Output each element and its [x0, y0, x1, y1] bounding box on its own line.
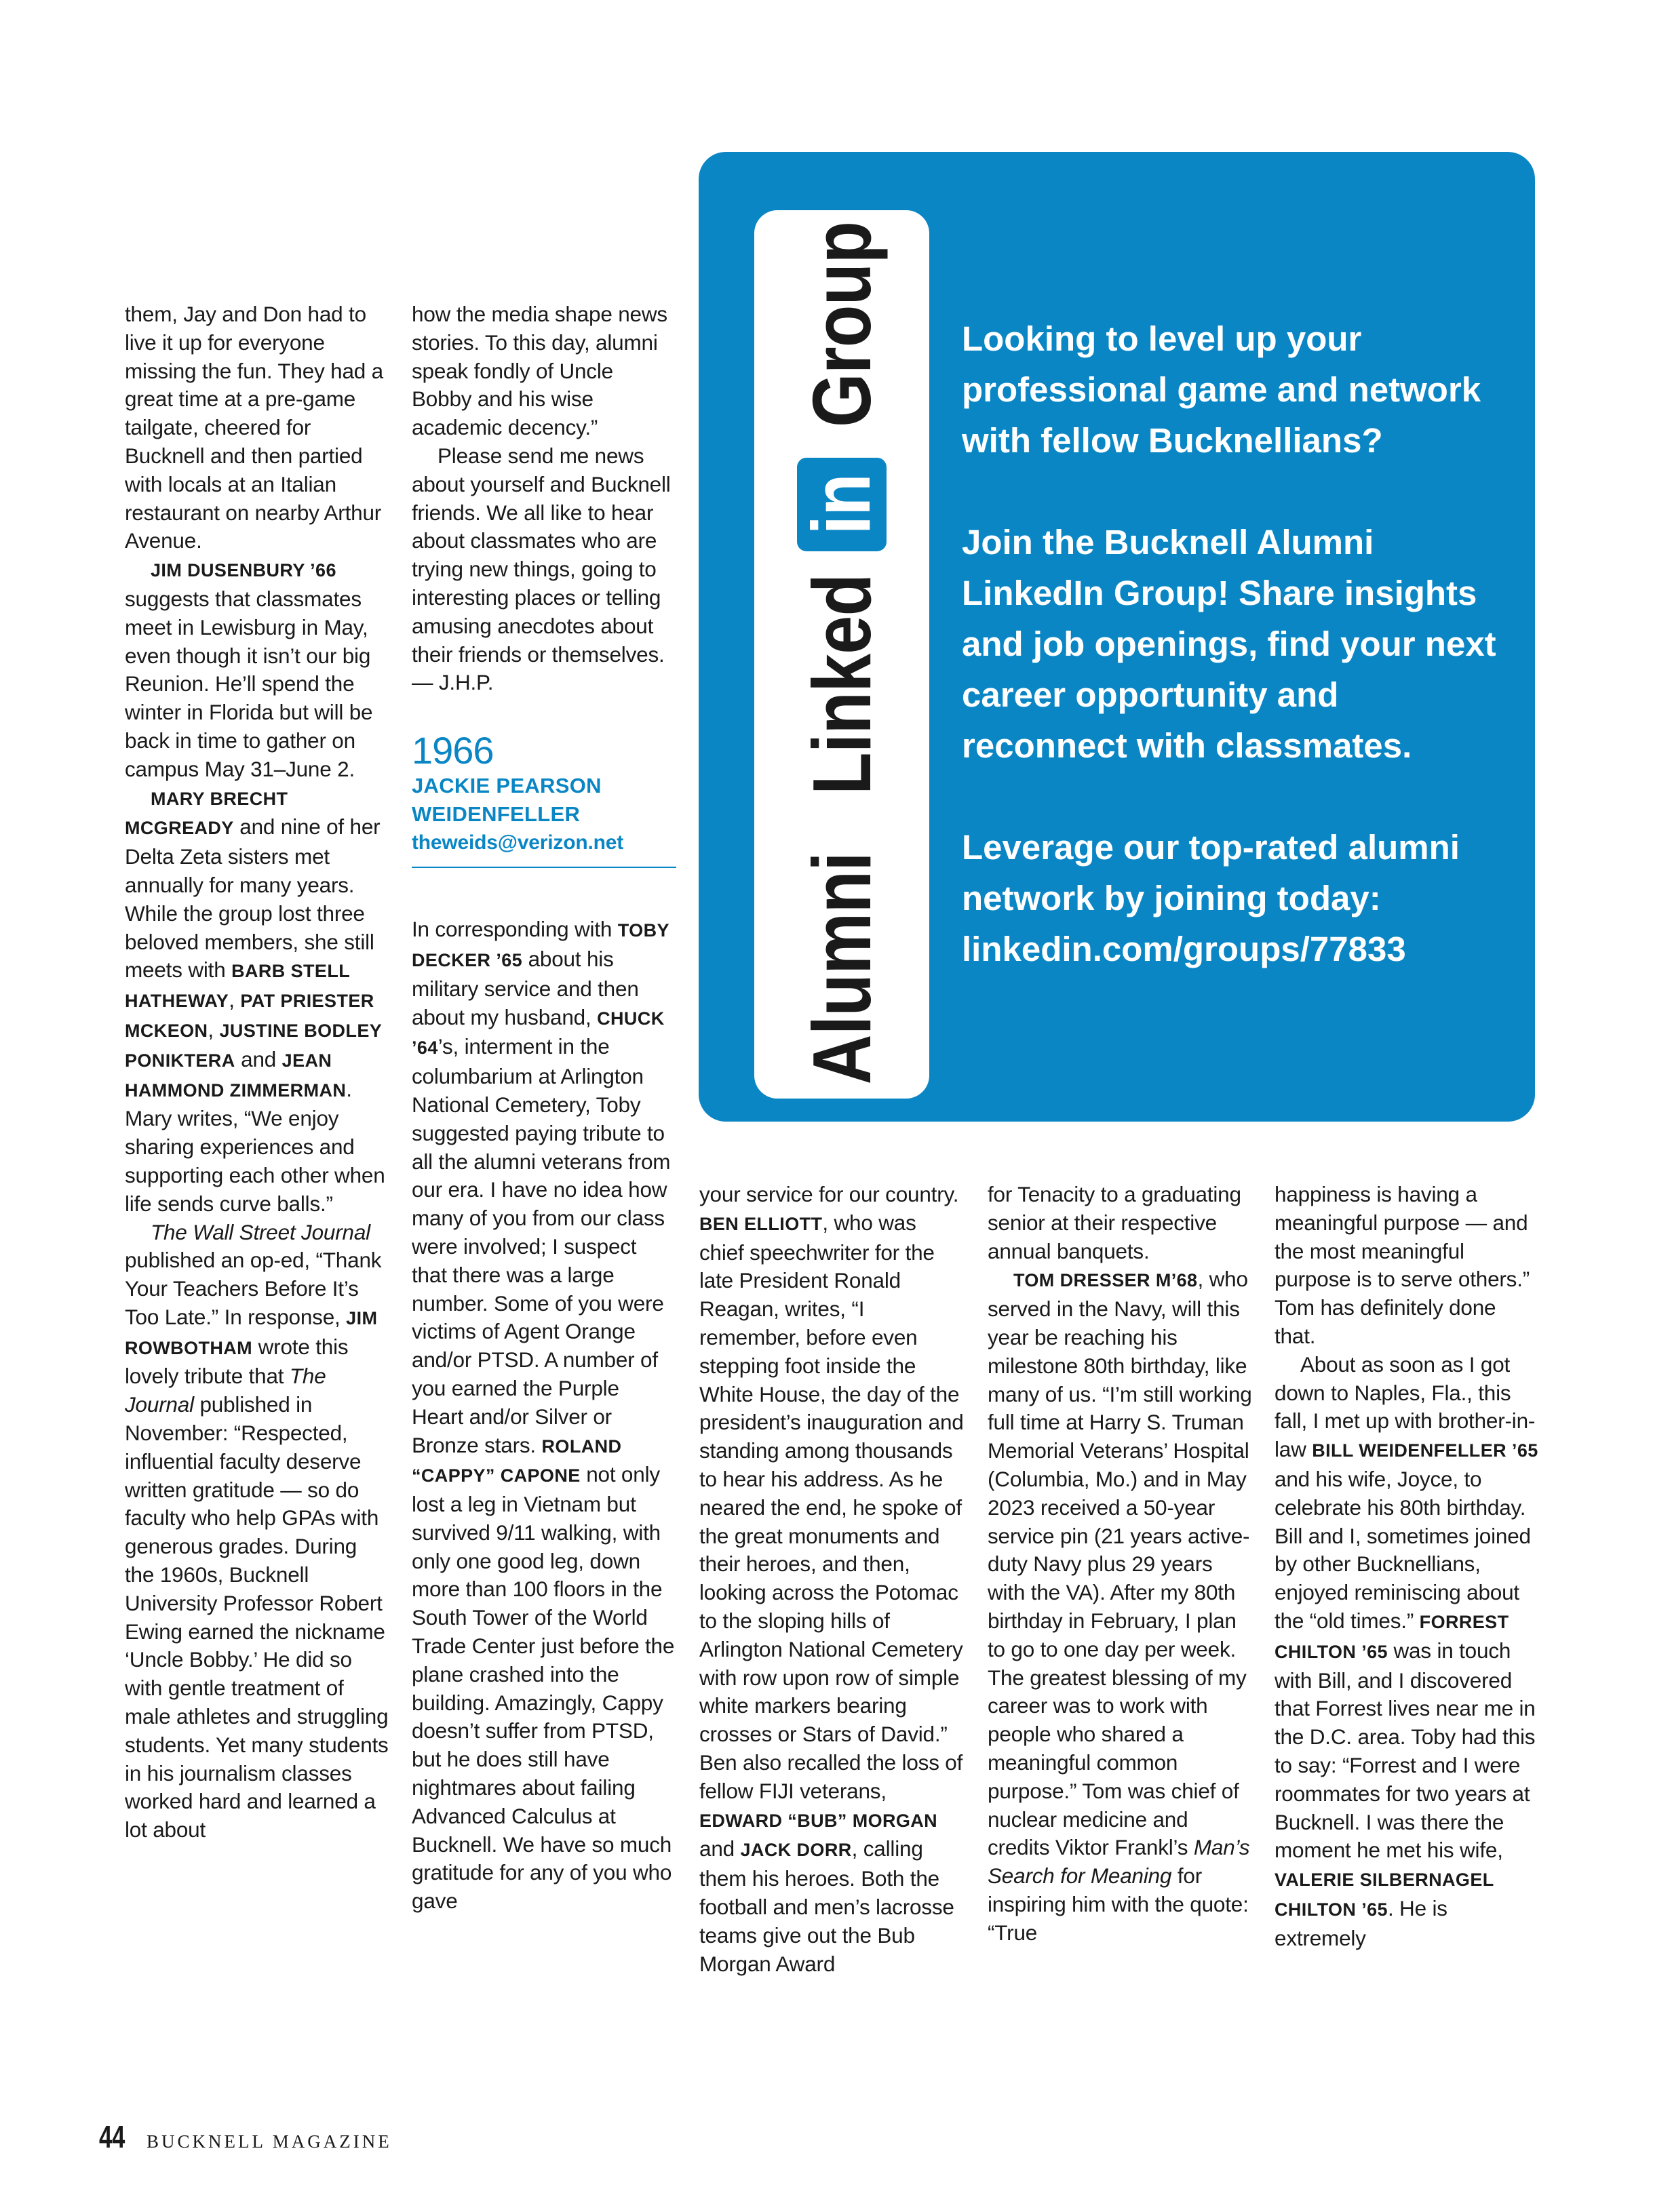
classmate-name: JACK DORR — [740, 1840, 852, 1861]
classmate-name: ROLAND “CAPPY” CAPONE — [412, 1436, 622, 1486]
classmate-name: BILL WEIDENFELLER ’65 — [1312, 1440, 1538, 1461]
class-year-header — [412, 730, 676, 868]
classmate-name: JEAN HAMMOND ZIMMERMAN — [125, 1050, 347, 1101]
classmate-name: BARB STELL HATHEWAY — [125, 961, 350, 1012]
classmate-name: MARY BRECHT MCGREADY — [125, 788, 288, 839]
col3-paragraph-1: your service for our country. BEN ELLIOTT, who was chief speechwriter for the late President Ronald Reagan, writes, “I remember, before even stepping foot inside the White House, the day of the president’s inauguration and standing among thousands to hear his address. As he neared the end, he spoke of the great monuments and their heroes, and then, looking across the Potomac to the sloping hills of Arlington National Cemetery with row upon row of simple white markers bearing crosses or Stars of David.” Ben also recalled the loss of fellow FIJI veterans, EDWARD “BUB” MORGAN and JACK DORR, calling them his heroes. Both the football and men’s lacrosse teams give out the Bub Morgan Award — [699, 1182, 964, 1976]
correspondent-name: JACKIE PEARSON — [412, 774, 602, 798]
col1-paragraph-1: them, Jay and Don had to live it up for everyone missing the fun. They had a great time at a pre-game tailgate, cheered for Bucknell and then partied with locals at an Italian restaurant on nearby Arthur Avenue. — [125, 302, 383, 553]
linkedin-logo-icon: in — [797, 458, 887, 551]
promo-copy — [962, 313, 1504, 1025]
column-5 — [1275, 1181, 1539, 1953]
vertical-word-group: Group — [796, 221, 888, 428]
classmate-name: FORREST CHILTON ’65 — [1275, 1611, 1509, 1662]
magazine-name: BUCKNELL MAGAZINE — [147, 2131, 392, 2152]
promo-paragraph-2: Join the Bucknell Alumni LinkedIn Group! Share insights and job openings, find your next career opportunity and reconnect with classmates. — [962, 523, 1496, 765]
promo-paragraph-1: Looking to level up your professional game and network with fellow Bucknellians? — [962, 319, 1481, 460]
correspondent-email[interactable]: theweids@verizon.net — [412, 831, 623, 854]
promo-paragraph-3[interactable]: Leverage our top-rated alumni network by joining today: linkedin.com/groups/77833 — [962, 828, 1460, 968]
vertical-word-alumni: Alumni — [796, 852, 888, 1085]
col1-paragraph-4: The Wall Street Journal published an op-ed, “Thank Your Teachers Before It’s Too Late.” In response, JIM ROWBOTHAM wrote this lovely tribute that The Journal published in November: “Respected, influential faculty deserve written gratitude — so do faculty who help GPAs with generous grades. During the 1960s, Bucknell University Professor Robert Ewing earned the nickname ‘Uncle Bobby.’ He did so with gentle treatment of male athletes and struggling students. Yet many students in his journalism classes worked hard and learned a lot about — [125, 1219, 389, 1842]
col2-paragraph-1: how the media shape news stories. To this day, alumni speak fondly of Uncle Bobby and his wise academic decency.” — [412, 302, 667, 440]
correspondent-name: WEIDENFELLER — [412, 802, 581, 827]
classmate-name: CHUCK ’64 — [412, 1008, 665, 1059]
header-divider — [412, 867, 676, 868]
column-3 — [699, 1181, 964, 1978]
col1-paragraph-2: JIM DUSENBURY ’66 suggests that classmates meet in Lewisburg in May, even though it isn’t our big Reunion. He’ll spend the winter in Florida but will be back in time to gather on campus May 31–June 2. — [125, 560, 373, 781]
col1-paragraph-3: MARY BRECHT MCGREADY and nine of her Delta Zeta sisters met annually for many years. While the group lost three beloved members, she still meets with BARB STELL HATHEWAY, PAT PRIESTER MCKEON, JUSTINE BODLEY PONIKTERA and JEAN HAMMOND ZIMMERMAN. Mary writes, “We enjoy sharing experiences and supporting each other when life sends curve balls.” — [125, 788, 385, 1216]
classmate-name: JIM ROWBOTHAM — [125, 1307, 378, 1358]
linkedin-promo-box — [699, 152, 1535, 1122]
page-number: 44 — [99, 2119, 125, 2154]
column-1 — [125, 300, 389, 1844]
classmate-name: BEN ELLIOTT — [699, 1213, 823, 1234]
classmate-name: TOBY DECKER ’65 — [412, 920, 669, 970]
vertical-word-linked: Linked — [796, 574, 888, 795]
column-4 — [988, 1181, 1252, 1948]
page-footer — [99, 2118, 392, 2155]
classmate-name: EDWARD “BUB” MORGAN — [699, 1810, 938, 1831]
classmate-name: JIM DUSENBURY ’66 — [151, 560, 336, 581]
promo-vertical-banner — [754, 210, 929, 1099]
promo-vertical-title — [797, 202, 887, 1107]
column-2 — [412, 300, 676, 1916]
class-year: 1966 — [412, 729, 494, 772]
col4-paragraph-2: TOM DRESSER M’68, who served in the Navy, will this year be reaching his milestone 80th birthday, like many of us. “I’m still working full time at Harry S. Truman Memorial Veterans’ Hospital (Columbia, Mo.) and in May 2023 received a 50-year service pin (21 years active-duty Navy plus 29 years with the VA). After my 80th birthday in February, I plan to go to one day per week. The greatest blessing of my career was to work with people who shared a meaningful common purpose.” Tom was chief of nuclear medicine and credits Viktor Frankl’s Man’s Search for Meaning for inspiring him with the quote: “True — [988, 1267, 1252, 1945]
classmate-name: JUSTINE BODLEY PONIKTERA — [125, 1020, 382, 1071]
classmate-name: TOM DRESSER M’68 — [1013, 1270, 1198, 1291]
col4-paragraph-1: for Tenacity to a graduating senior at their respective annual banquets. — [988, 1182, 1241, 1263]
classmate-name: VALERIE SILBERNAGEL CHILTON ’65 — [1275, 1870, 1494, 1920]
col5-paragraph-1: happiness is having a meaningful purpose — and the most meaningful purpose is to serve others.” Tom has definitely done that. — [1275, 1182, 1530, 1348]
col5-paragraph-2: About as soon as I got down to Naples, Fla., this fall, I met up with brother-in-law BILL WEIDENFELLER ’65 and his wife, Joyce, to celebrate his 80th birthday. Bill and I, sometimes joined by other Bucknellians, enjoyed reminiscing about the “old times.” FORREST CHILTON ’65 was in touch with Bill, and I discovered that Forrest lives near me in the D.C. area. Toby had this to say: “Forrest and I were roommates for two years at Bucknell. I was there the moment he met his wife, VALERIE SILBERNAGEL CHILTON ’65. He is extremely — [1275, 1351, 1538, 1950]
col2-paragraph-3: In corresponding with TOBY DECKER ’65 about his military service and then about my husband, CHUCK ’64’s, interment in the columbarium at Arlington National Cemetery, Toby suggested paying tribute to all the alumni veterans from our era. I have no idea how many of you from our class were involved; I suspect that there was a large number. Some of you were victims of Agent Orange and/or PTSD. A number of you earned the Purple Heart and/or Silver or Bronze stars. ROLAND “CAPPY” CAPONE not only lost a leg in Vietnam but survived 9/11 walking, with only one good leg, down more than 100 floors in the South Tower of the World Trade Center just before the plane crashed into the building. Amazingly, Cappy doesn’t suffer from PTSD, but he does still have nightmares about failing Advanced Calculus at Bucknell. We have so much gratitude for any of you who gave — [412, 917, 675, 1914]
col2-paragraph-2: Please send me news about yourself and Bucknell friends. We all like to hear about classmates who are trying new things, going to interesting places or telling amusing anecdotes about their friends or themselves. — J.H.P. — [412, 443, 671, 695]
classmate-name: PAT PRIESTER MCKEON — [125, 991, 374, 1041]
